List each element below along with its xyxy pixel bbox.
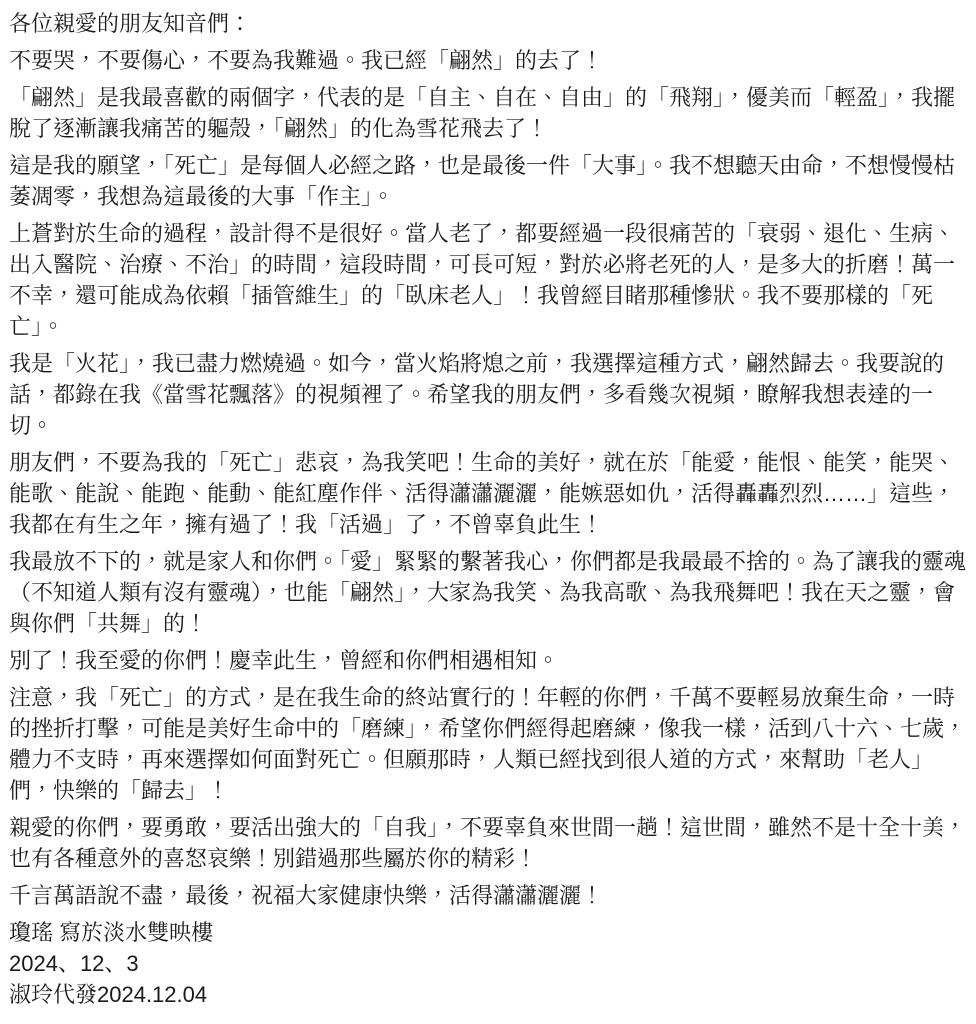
letter-paragraph-1: 不要哭，不要傷心，不要為我難過。我已經「翩然」的去了！ (9, 48, 604, 73)
letter-paragraph-8: 別了！我至愛的你們！慶幸此生，曾經和你們相遇相知。 (9, 648, 560, 673)
letter-paragraph-6: 朋友們，不要為我的「死亡」悲哀，為我笑吧！生命的美好，就在於「能愛，能恨、能笑，能哭、能歌、能說、能跑、能動、能紅塵作伴、活得瀟瀟灑灑，能嫉惡如仇，活得轟轟烈烈……」這些，我都在有生之年，擁有過了！我「活過」了，不曾辜負此生！ (9, 450, 956, 537)
posted-by-line: 淑玲代發2024.12.04 (9, 982, 208, 1007)
letter-footer (9, 917, 968, 1010)
letter-paragraph-11: 千言萬語說不盡，最後，祝福大家健康快樂，活得瀟瀟灑灑！ (9, 883, 604, 908)
letter-paragraph-7: 我最放不下的，就是家人和你們。「愛」緊緊的繫著我心，你們都是我最最不捨的。為了讓我的靈魂（不知道人類有沒有靈魂），也能「翩然」，大家為我笑、為我高歌、為我飛舞吧！我在天之靈，會與你們「共舞」的！ (9, 549, 967, 636)
signature-line: 瓊瑤 寫於淡水雙映樓 (9, 920, 214, 945)
letter-paragraph-5: 我是「火花」，我已盡力燃燒過。如今，當火焰將熄之前，我選擇這種方式，翩然歸去。我要說的話，都錄在我《當雪花飄落》的視頻裡了。希望我的朋友們，多看幾次視頻，瞭解我想表達的一切。 (9, 351, 945, 438)
letter-paragraph-3: 這是我的願望，「死亡」是每個人必經之路，也是最後一件「大事」。我不想聽天由命，不想慢慢枯萎凋零，我想為這最後的大事「作主」。 (9, 153, 956, 209)
letter-paragraph-4: 上蒼對於生命的過程，設計得不是很好。當人老了，都要經過一段很痛苦的「衰弱、退化、生病、出入醫院、治療、不治」的時間，這段時間，可長可短，對於必將老死的人，是多大的折磨！萬一不幸，還可能成為依賴「插管維生」的「臥床老人」！我曾經目睹那種慘狀。我不要那樣的「死亡」。 (9, 221, 956, 339)
letter-paragraph-2: 「翩然」是我最喜歡的兩個字，代表的是「自主、自在、自由」的「飛翔」，優美而「輕盈」，我擺脫了逐漸讓我痛苦的軀殼，「翩然」的化為雪花飛去了！ (9, 85, 956, 141)
letter-paragraph-9: 注意，我「死亡」的方式，是在我生命的終站實行的！年輕的你們，千萬不要輕易放棄生命，一時的挫折打擊，可能是美好生命中的「磨練」，希望你們經得起磨練，像我一樣，活到八十六、七歲，體力不支時，再來選擇如何面對死亡。但願那時，人類已經找到很人道的方式，來幫助「老人」們，快樂的「歸去」！ (9, 685, 967, 803)
date-line: 2024、12、3 (9, 951, 139, 976)
farewell-letter (9, 8, 968, 1010)
salutation: 各位親愛的朋友知音們： (9, 11, 252, 36)
letter-paragraph-10: 親愛的你們，要勇敢，要活出強大的「自我」，不要辜負來世間一趟！這世間，雖然不是十全十美，也有各種意外的喜怒哀樂！別錯過那些屬於你的精彩！ (9, 815, 967, 871)
